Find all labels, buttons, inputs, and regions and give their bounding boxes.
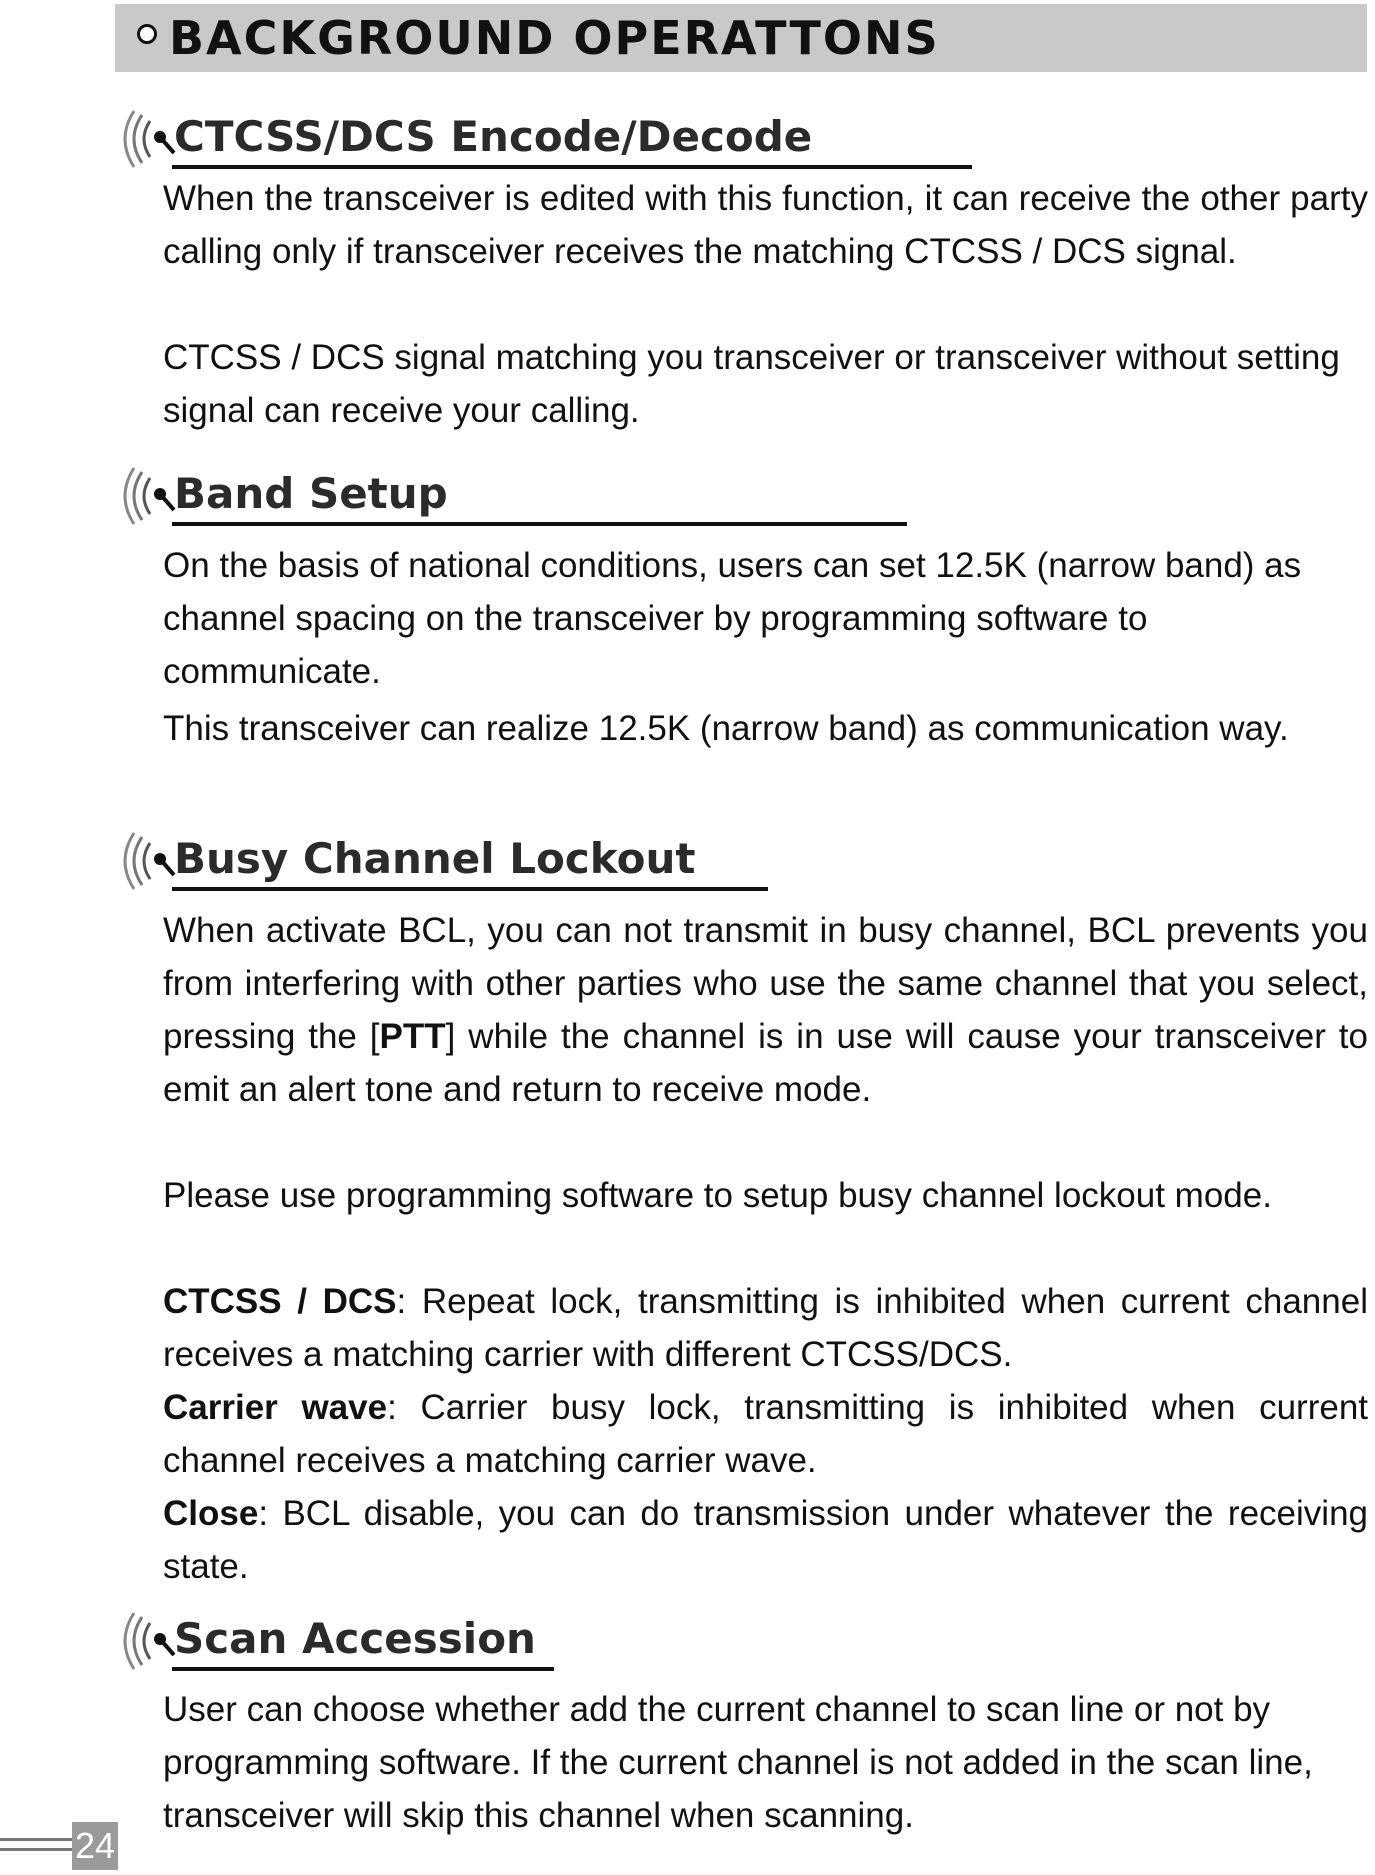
- page-title: BACKGROUND OPERATTONS: [169, 11, 940, 65]
- radio-wave-icon: [112, 460, 176, 532]
- page-number: 24: [72, 1822, 118, 1870]
- section-title: Band Setup: [174, 469, 448, 518]
- page-header: [115, 4, 1367, 72]
- mode-term: Carrier wave: [163, 1388, 388, 1427]
- mode-close: [163, 1487, 1368, 1593]
- mode-ctcss-dcs: [163, 1275, 1368, 1381]
- heading-underline: [172, 165, 972, 169]
- paragraph: CTCSS / DCS signal matching you transceiver or transceiver without setting signal can receive your calling.: [163, 338, 1340, 430]
- section-title: Scan Accession: [174, 1614, 536, 1663]
- paragraph: User can choose whether add the current channel to scan line or not by programming software. If the current channel is not added in the scan line, transceiver will skip this channel when scanning.: [163, 1690, 1313, 1835]
- heading-underline: [172, 887, 768, 891]
- mode-carrier-wave: [163, 1381, 1368, 1487]
- page-number-decoration: [0, 1838, 72, 1856]
- radio-wave-icon: [112, 103, 176, 175]
- mode-term: CTCSS / DCS: [163, 1282, 397, 1321]
- paragraph: When the transceiver is edited with this function, it can receive the other party calling only if transceiver receives the matching CTCSS / DCS signal.: [163, 179, 1368, 271]
- mode-description: : Repeat lock, transmitting is inhibited when current channel receives a matching carrier with different CTCSS/DCS.: [163, 1282, 1368, 1374]
- paragraph: On the basis of national conditions, users can set 12.5K (narrow band) as channel spacing on the transceiver by programming software to communicate.: [163, 546, 1302, 691]
- section-title: CTCSS/DCS Encode/Decode: [174, 112, 813, 161]
- mode-term: Close: [163, 1494, 259, 1533]
- radio-wave-icon: [112, 825, 176, 897]
- paragraph: Please use programming software to setup busy channel lockout mode.: [163, 1176, 1272, 1215]
- radio-wave-icon: [112, 1605, 176, 1677]
- ptt-key-label: PTT: [379, 1017, 446, 1056]
- mode-description: : BCL disable, you can do transmission under whatever the receiving state.: [163, 1494, 1368, 1586]
- paragraph: This transceiver can realize 12.5K (narrow band) as communication way.: [163, 709, 1289, 748]
- heading-underline: [172, 522, 907, 526]
- heading-underline: [172, 1667, 554, 1671]
- header-bullet-icon: [137, 24, 157, 44]
- paragraph: [163, 904, 1368, 1116]
- text: ] while the channel is in use will cause your transceiver to emit an alert tone and return to receive mode.: [163, 1017, 1368, 1109]
- mode-description: : Carrier busy lock, transmitting is inhibited when current channel receives a matching carrier wave.: [163, 1388, 1369, 1480]
- section-title: Busy Channel Lockout: [174, 834, 696, 883]
- text: When activate BCL, you can not transmit in busy channel, BCL prevents you from interfering with other parties who use the same channel that you select, pressing the [: [163, 911, 1368, 1056]
